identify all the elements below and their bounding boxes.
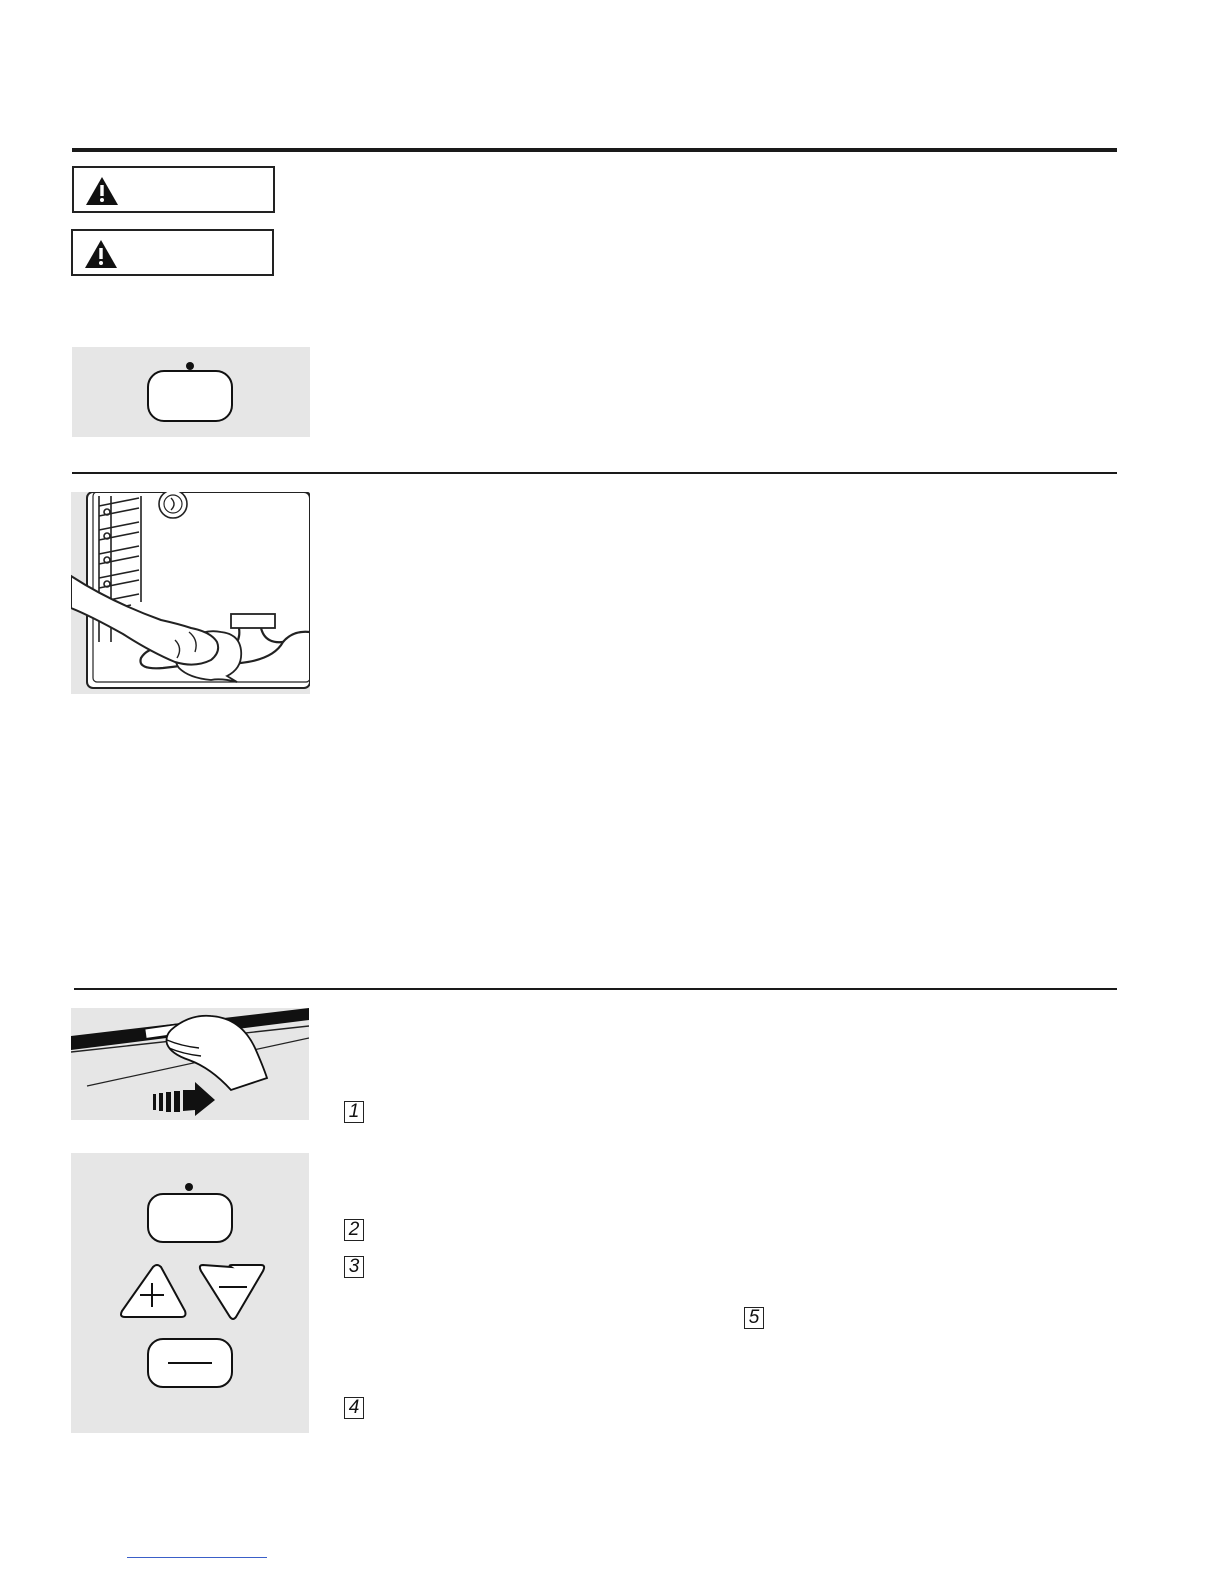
plus-triangle-icon xyxy=(121,1265,186,1317)
warning-triangle-icon xyxy=(84,239,118,269)
start-pad-icon xyxy=(148,1339,232,1387)
warning-label-box xyxy=(72,166,275,213)
footer-link-underline[interactable] xyxy=(127,1557,267,1558)
latch-lever-hand-icon xyxy=(71,1008,309,1120)
caution-label-box xyxy=(71,229,274,276)
section-rule-lower xyxy=(74,988,1117,990)
minus-triangle-icon xyxy=(200,1265,264,1319)
section-rule-top xyxy=(72,148,1117,152)
step-number-1: 1 xyxy=(344,1101,364,1123)
control-pad-illustration xyxy=(72,347,310,437)
warning-triangle-icon xyxy=(85,176,119,206)
section-rule-middle xyxy=(72,472,1117,474)
keypad-illustration xyxy=(71,1153,309,1433)
oven-cleaning-illustration xyxy=(71,492,310,694)
control-pad-button-icon xyxy=(148,1183,232,1242)
control-pad-button-icon xyxy=(72,347,310,437)
door-latch-illustration xyxy=(71,1008,309,1120)
step-number-4: 4 xyxy=(344,1397,364,1419)
step-number-5: 5 xyxy=(744,1307,764,1329)
step-number-3: 3 xyxy=(344,1256,364,1278)
keypad-graphic xyxy=(71,1153,309,1433)
step-number-2: 2 xyxy=(344,1219,364,1241)
wiping-oven-floor-icon xyxy=(71,492,310,694)
